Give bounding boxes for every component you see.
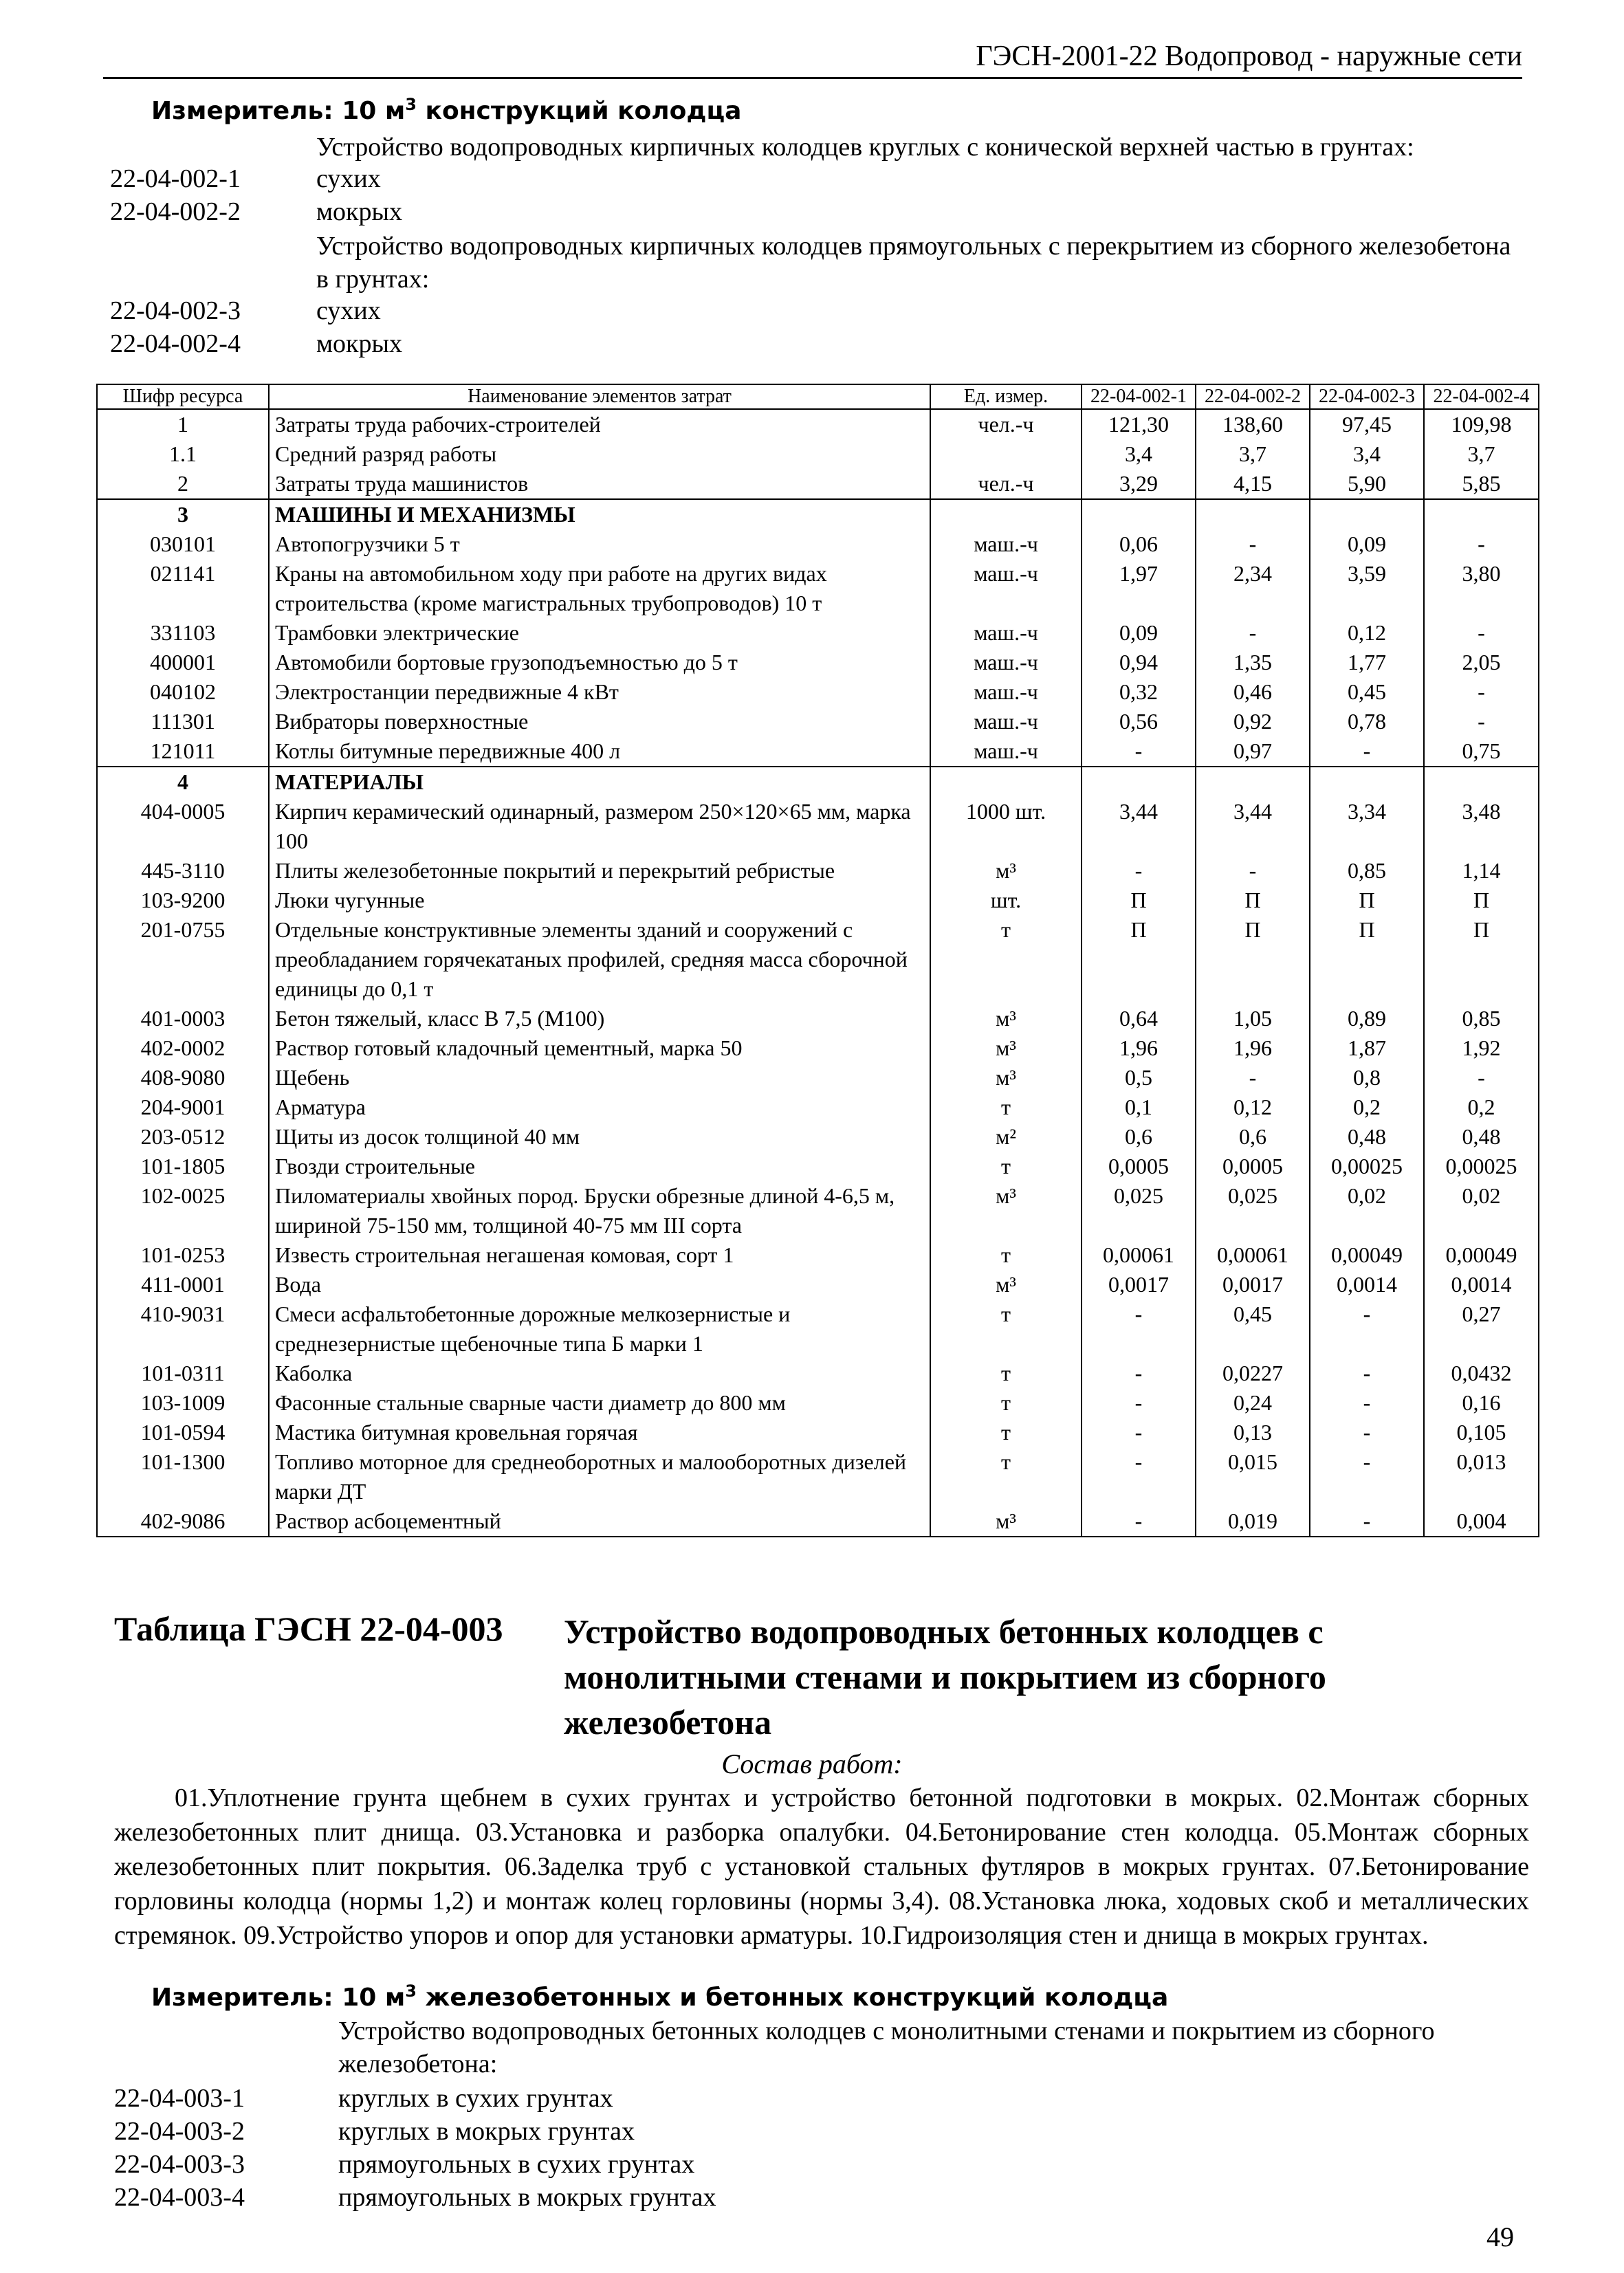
- value-002-3: -: [1310, 1506, 1424, 1537]
- value-002-1: -: [1082, 1388, 1196, 1418]
- resource-name: Гвозди строительные: [269, 1152, 930, 1181]
- value-002-4: -: [1424, 1063, 1539, 1092]
- resource-code: 103-1009: [97, 1388, 269, 1418]
- resource-name: Затраты труда рабочих-строителей: [269, 409, 930, 439]
- table-row: [97, 1152, 1539, 1181]
- value-002-3: -: [1310, 1299, 1424, 1359]
- col-header: 22-04-002-4: [1424, 384, 1539, 409]
- resource-unit: маш.-ч: [930, 677, 1082, 707]
- intro1-code: 22-04-002-1: [110, 164, 241, 193]
- table-row: [97, 618, 1539, 648]
- value-002-4: 0,013: [1424, 1447, 1539, 1506]
- table3-group: Устройство водопроводных бетонных колодцев с монолитными стенами и покрытием из сборного железобетона:: [338, 2017, 1435, 2078]
- resource-name: Раствор асбоцементный: [269, 1506, 930, 1537]
- table-row: [97, 1033, 1539, 1063]
- value-002-3: [1310, 499, 1424, 529]
- col-header: Наименование элементов затрат: [269, 384, 930, 409]
- value-002-1: -: [1082, 856, 1196, 886]
- resource-code: 121011: [97, 736, 269, 767]
- table-row: [97, 529, 1539, 559]
- resource-name: МАШИНЫ И МЕХАНИЗМЫ: [269, 499, 930, 529]
- value-002-4: 0,00025: [1424, 1152, 1539, 1181]
- value-002-3: 0,00049: [1310, 1240, 1424, 1270]
- works-heading: Состав работ:: [721, 1748, 903, 1779]
- resource-unit: шт.: [930, 886, 1082, 915]
- value-002-4: П: [1424, 915, 1539, 1004]
- resource-name: МАТЕРИАЛЫ: [269, 767, 930, 797]
- value-002-3: -: [1310, 1388, 1424, 1418]
- resource-code: 101-0594: [97, 1418, 269, 1447]
- value-002-3: 0,09: [1310, 529, 1424, 559]
- value-002-1: 3,29: [1082, 469, 1196, 499]
- resource-code: 101-1300: [97, 1447, 269, 1506]
- resource-unit: т: [930, 1447, 1082, 1506]
- value-002-4: 0,004: [1424, 1506, 1539, 1537]
- resource-name: Электростанции передвижные 4 кВт: [269, 677, 930, 707]
- table-row: [97, 1240, 1539, 1270]
- resource-code: 404-0005: [97, 797, 269, 856]
- resource-unit: маш.-ч: [930, 648, 1082, 677]
- resource-name: Кирпич керамический одинарный, размером 250×120×65 мм, марка 100: [269, 797, 930, 856]
- resource-code: 204-9001: [97, 1092, 269, 1122]
- resource-code: 410-9031: [97, 1299, 269, 1359]
- value-002-1: П: [1082, 886, 1196, 915]
- intro1-text: мокрых: [316, 329, 403, 358]
- resource-unit: м³: [930, 856, 1082, 886]
- resource-unit: маш.-ч: [930, 618, 1082, 648]
- value-002-1: П: [1082, 915, 1196, 1004]
- resource-unit: чел.-ч: [930, 469, 1082, 499]
- value-002-2: 0,015: [1196, 1447, 1310, 1506]
- resource-code: 103-9200: [97, 886, 269, 915]
- value-002-2: 0,025: [1196, 1181, 1310, 1240]
- intro1-text: сухих: [316, 296, 381, 325]
- value-002-4: 3,7: [1424, 439, 1539, 469]
- works-text: 01.Уплотнение грунта щебнем в сухих грунтах и устройство бетонной подготовки в мокрых. 02.Монтаж сборных железобетонных плит днища. 03.Установка и разборка опалубки. 04.Бетонирование стен колодца. 05.Монтаж сборных железобетонных плит покрытия. 06.Заделка труб с установкой стальных футляров в мокрых грунтах. 07.Бетонирование горловины колодца (нормы 1,2) и монтаж колец горловины (нормы 3,4). 08.Установка люка, ходовых скоб и металлических стремянок. 09.Устройство упоров и опор для установки арматуры. 10.Гидроизоляция стен и днища в мокрых грунтах.: [114, 1783, 1529, 1950]
- value-002-2: 1,05: [1196, 1004, 1310, 1033]
- resource-unit: маш.-ч: [930, 559, 1082, 618]
- col-header: 22-04-002-2: [1196, 384, 1310, 409]
- value-002-1: 0,94: [1082, 648, 1196, 677]
- resource-code: 203-0512: [97, 1122, 269, 1152]
- table-row: [97, 1359, 1539, 1388]
- value-002-3: 0,45: [1310, 677, 1424, 707]
- resource-unit: 1000 шт.: [930, 797, 1082, 856]
- value-002-1: 0,09: [1082, 618, 1196, 648]
- table3-text: круглых в сухих грунтах: [338, 2084, 613, 2113]
- value-002-3: 0,85: [1310, 856, 1424, 886]
- table3-code: 22-04-003-3: [114, 2150, 245, 2179]
- value-002-1: 3,4: [1082, 439, 1196, 469]
- value-002-4: П: [1424, 886, 1539, 915]
- running-header: ГЭСН-2001-22 Водопровод - наружные сети: [103, 36, 1522, 79]
- value-002-4: 0,105: [1424, 1418, 1539, 1447]
- value-002-1: 0,32: [1082, 677, 1196, 707]
- resource-code: 400001: [97, 648, 269, 677]
- value-002-1: 0,6: [1082, 1122, 1196, 1152]
- value-002-3: 0,89: [1310, 1004, 1424, 1033]
- value-002-3: П: [1310, 915, 1424, 1004]
- resource-unit: т: [930, 1240, 1082, 1270]
- value-002-1: -: [1082, 1299, 1196, 1359]
- table3-text: прямоугольных в сухих грунтах: [338, 2150, 695, 2179]
- table3-text: круглых в мокрых грунтах: [338, 2117, 635, 2146]
- resource-code: 021141: [97, 559, 269, 618]
- value-002-2: -: [1196, 1063, 1310, 1092]
- value-002-1: 1,97: [1082, 559, 1196, 618]
- value-002-4: 0,85: [1424, 1004, 1539, 1033]
- value-002-2: 0,24: [1196, 1388, 1310, 1418]
- value-002-1: 121,30: [1082, 409, 1196, 439]
- value-002-2: 0,019: [1196, 1506, 1310, 1537]
- table-row: [97, 1418, 1539, 1447]
- resource-unit: т: [930, 1092, 1082, 1122]
- value-002-3: 0,12: [1310, 618, 1424, 648]
- resource-code: 102-0025: [97, 1181, 269, 1240]
- table-row: [97, 499, 1539, 529]
- value-002-2: -: [1196, 529, 1310, 559]
- table-body: [97, 409, 1539, 1537]
- value-002-4: 1,92: [1424, 1033, 1539, 1063]
- value-002-3: 3,59: [1310, 559, 1424, 618]
- value-002-3: 3,34: [1310, 797, 1424, 856]
- value-002-4: -: [1424, 618, 1539, 648]
- resource-code: 4: [97, 767, 269, 797]
- table3-code: 22-04-003-4: [114, 2183, 245, 2212]
- table-row: [97, 1004, 1539, 1033]
- value-002-2: 0,6: [1196, 1122, 1310, 1152]
- value-002-1: -: [1082, 1447, 1196, 1506]
- table-row: [97, 915, 1539, 1004]
- value-002-2: 138,60: [1196, 409, 1310, 439]
- value-002-1: -: [1082, 1506, 1196, 1537]
- resource-code: 408-9080: [97, 1063, 269, 1092]
- value-002-3: -: [1310, 1359, 1424, 1388]
- intro1-text: сухих: [316, 164, 381, 193]
- resource-unit: т: [930, 915, 1082, 1004]
- resource-code: 3: [97, 499, 269, 529]
- resource-name: Пиломатериалы хвойных пород. Бруски обрезные длиной 4-6,5 м, шириной 75-150 мм, толщиной 40-75 мм III сорта: [269, 1181, 930, 1240]
- resource-name: Люки чугунные: [269, 886, 930, 915]
- value-002-3: -: [1310, 736, 1424, 767]
- resource-name: Трамбовки электрические: [269, 618, 930, 648]
- table-row: [97, 797, 1539, 856]
- value-002-4: [1424, 499, 1539, 529]
- resource-name: Средний разряд работы: [269, 439, 930, 469]
- value-002-2: 3,44: [1196, 797, 1310, 856]
- value-002-2: 0,0017: [1196, 1270, 1310, 1299]
- value-002-2: 0,97: [1196, 736, 1310, 767]
- resource-name: Фасонные стальные сварные части диаметр до 800 мм: [269, 1388, 930, 1418]
- value-002-4: [1424, 767, 1539, 797]
- intro1-code: 22-04-002-4: [110, 329, 241, 358]
- table3-text: прямоугольных в мокрых грунтах: [338, 2183, 716, 2212]
- resource-name: Плиты железобетонные покрытий и перекрытий ребристые: [269, 856, 930, 886]
- resource-code: 401-0003: [97, 1004, 269, 1033]
- value-002-3: П: [1310, 886, 1424, 915]
- table-row: [97, 767, 1539, 797]
- value-002-1: 0,5: [1082, 1063, 1196, 1092]
- resource-unit: [930, 499, 1082, 529]
- value-002-1: 0,1: [1082, 1092, 1196, 1122]
- value-002-4: -: [1424, 529, 1539, 559]
- resource-code: 2: [97, 469, 269, 499]
- value-002-4: 109,98: [1424, 409, 1539, 439]
- col-header: Шифр ресурса: [97, 384, 269, 409]
- value-002-1: -: [1082, 1359, 1196, 1388]
- resource-unit: маш.-ч: [930, 736, 1082, 767]
- table-row: [97, 1122, 1539, 1152]
- value-002-2: 0,46: [1196, 677, 1310, 707]
- table-row: [97, 856, 1539, 886]
- resource-table: [96, 384, 1539, 1537]
- resource-name: Каболка: [269, 1359, 930, 1388]
- resource-name: Арматура: [269, 1092, 930, 1122]
- col-header: 22-04-002-1: [1082, 384, 1196, 409]
- resource-code: 445-3110: [97, 856, 269, 886]
- resource-unit: м³: [930, 1270, 1082, 1299]
- table-row: [97, 1092, 1539, 1122]
- value-002-2: 0,13: [1196, 1418, 1310, 1447]
- table-row: [97, 559, 1539, 618]
- table-row: [97, 1063, 1539, 1092]
- value-002-3: 0,0014: [1310, 1270, 1424, 1299]
- value-002-1: 1,96: [1082, 1033, 1196, 1063]
- resource-unit: м³: [930, 1506, 1082, 1537]
- measurer-2: Измеритель: 10 $м^3$ железобетонных и бетонных конструкций колодца: [151, 1981, 1169, 2012]
- value-002-4: 0,0014: [1424, 1270, 1539, 1299]
- value-002-4: 1,14: [1424, 856, 1539, 886]
- value-002-1: 0,025: [1082, 1181, 1196, 1240]
- value-002-3: 0,00025: [1310, 1152, 1424, 1181]
- resource-unit: т: [930, 1418, 1082, 1447]
- value-002-2: 0,0227: [1196, 1359, 1310, 1388]
- resource-unit: м³: [930, 1063, 1082, 1092]
- value-002-3: 3,4: [1310, 439, 1424, 469]
- resource-name: Бетон тяжелый, класс В 7,5 (М100): [269, 1004, 930, 1033]
- value-002-4: 2,05: [1424, 648, 1539, 677]
- value-002-3: [1310, 767, 1424, 797]
- value-002-4: 0,75: [1424, 736, 1539, 767]
- resource-unit: маш.-ч: [930, 529, 1082, 559]
- resource-name: Котлы битумные передвижные 400 л: [269, 736, 930, 767]
- value-002-3: 1,87: [1310, 1033, 1424, 1063]
- value-002-1: -: [1082, 736, 1196, 767]
- value-002-2: -: [1196, 618, 1310, 648]
- value-002-1: 0,06: [1082, 529, 1196, 559]
- value-002-2: [1196, 499, 1310, 529]
- value-002-3: 1,77: [1310, 648, 1424, 677]
- table-row: [97, 1270, 1539, 1299]
- value-002-3: 0,78: [1310, 707, 1424, 736]
- intro1-group2: Устройство водопроводных кирпичных колодцев прямоугольных с перекрытием из сборного железобетона в грунтах:: [316, 232, 1511, 294]
- value-002-1: 3,44: [1082, 797, 1196, 856]
- resource-name: Автопогрузчики 5 т: [269, 529, 930, 559]
- resource-unit: т: [930, 1359, 1082, 1388]
- resource-unit: м³: [930, 1004, 1082, 1033]
- resource-code: 1: [97, 409, 269, 439]
- resource-unit: т: [930, 1152, 1082, 1181]
- value-002-4: 0,27: [1424, 1299, 1539, 1359]
- value-002-3: -: [1310, 1447, 1424, 1506]
- value-002-2: П: [1196, 915, 1310, 1004]
- resource-code: 040102: [97, 677, 269, 707]
- resource-unit: [930, 439, 1082, 469]
- table-row: [97, 439, 1539, 469]
- resource-unit: маш.-ч: [930, 707, 1082, 736]
- value-002-3: 5,90: [1310, 469, 1424, 499]
- resource-unit: м²: [930, 1122, 1082, 1152]
- value-002-1: -: [1082, 1418, 1196, 1447]
- resource-name: Щебень: [269, 1063, 930, 1092]
- table-row: [97, 1181, 1539, 1240]
- resource-code: 201-0755: [97, 915, 269, 1004]
- resource-unit: [930, 767, 1082, 797]
- value-002-3: 0,8: [1310, 1063, 1424, 1092]
- resource-name: Мастика битумная кровельная горячая: [269, 1418, 930, 1447]
- value-002-1: 0,64: [1082, 1004, 1196, 1033]
- value-002-2: 0,45: [1196, 1299, 1310, 1359]
- value-002-2: 0,12: [1196, 1092, 1310, 1122]
- resource-code: 101-1805: [97, 1152, 269, 1181]
- resource-name: Затраты труда машинистов: [269, 469, 930, 499]
- intro1-group1: Устройство водопроводных кирпичных колодцев круглых с конической верхней частью в грунтах:: [316, 133, 1414, 162]
- resource-code: 111301: [97, 707, 269, 736]
- resource-name: Вода: [269, 1270, 930, 1299]
- value-002-4: 0,2: [1424, 1092, 1539, 1122]
- value-002-4: 0,00049: [1424, 1240, 1539, 1270]
- resource-name: Вибраторы поверхностные: [269, 707, 930, 736]
- value-002-2: 1,35: [1196, 648, 1310, 677]
- resource-unit: чел.-ч: [930, 409, 1082, 439]
- resource-code: 411-0001: [97, 1270, 269, 1299]
- value-002-2: 0,0005: [1196, 1152, 1310, 1181]
- resource-code: 331103: [97, 618, 269, 648]
- resource-code: 101-0311: [97, 1359, 269, 1388]
- value-002-3: 0,48: [1310, 1122, 1424, 1152]
- value-002-1: 0,56: [1082, 707, 1196, 736]
- page-number: 49: [1486, 2221, 1514, 2252]
- resource-code: 1.1: [97, 439, 269, 469]
- value-002-2: 0,92: [1196, 707, 1310, 736]
- table-row: [97, 677, 1539, 707]
- value-002-4: 5,85: [1424, 469, 1539, 499]
- intro1-code: 22-04-002-2: [110, 197, 241, 226]
- table-row: [97, 707, 1539, 736]
- resource-unit: т: [930, 1388, 1082, 1418]
- value-002-1: [1082, 499, 1196, 529]
- value-002-1: 0,0017: [1082, 1270, 1196, 1299]
- value-002-4: 3,48: [1424, 797, 1539, 856]
- resource-name: Раствор готовый кладочный цементный, марка 50: [269, 1033, 930, 1063]
- table-row: [97, 886, 1539, 915]
- resource-unit: м³: [930, 1033, 1082, 1063]
- value-002-2: П: [1196, 886, 1310, 915]
- value-002-4: 0,16: [1424, 1388, 1539, 1418]
- value-002-3: 97,45: [1310, 409, 1424, 439]
- value-002-2: 3,7: [1196, 439, 1310, 469]
- resource-name: Автомобили бортовые грузоподъемностью до 5 т: [269, 648, 930, 677]
- table-header-row: [97, 384, 1539, 409]
- value-002-4: -: [1424, 677, 1539, 707]
- table-row: [97, 1506, 1539, 1537]
- resource-code: 402-0002: [97, 1033, 269, 1063]
- table-row: [97, 469, 1539, 499]
- value-002-2: 1,96: [1196, 1033, 1310, 1063]
- table3-code: 22-04-003-2: [114, 2117, 245, 2146]
- measurer-1: Измеритель: 10 $м^3$ конструкций колодца: [151, 95, 742, 125]
- resource-name: Топливо моторное для среднеоборотных и малооборотных дизелей марки ДТ: [269, 1447, 930, 1506]
- table3-code: 22-04-003-1: [114, 2084, 245, 2113]
- table3-name: Устройство водопроводных бетонных колодцев с монолитными стенами и покрытием из сборного железобетона: [564, 1612, 1326, 1742]
- resource-name: Краны на автомобильном ходу при работе на других видах строительства (кроме магистральных трубопроводов) 10 т: [269, 559, 930, 618]
- table3-label: Таблица ГЭСН 22-04-003: [114, 1610, 503, 1648]
- intro1-code: 22-04-002-3: [110, 296, 241, 325]
- value-002-3: -: [1310, 1418, 1424, 1447]
- resource-code: 101-0253: [97, 1240, 269, 1270]
- value-002-3: 0,2: [1310, 1092, 1424, 1122]
- resource-code: 402-9086: [97, 1506, 269, 1537]
- intro1-text: мокрых: [316, 197, 403, 226]
- resource-unit: т: [930, 1299, 1082, 1359]
- resource-name: Известь строительная негашеная комовая, сорт 1: [269, 1240, 930, 1270]
- value-002-2: 2,34: [1196, 559, 1310, 618]
- table-row: [97, 1388, 1539, 1418]
- value-002-4: 0,02: [1424, 1181, 1539, 1240]
- table-row: [97, 648, 1539, 677]
- resource-name: Смеси асфальтобетонные дорожные мелкозернистые и среднезернистые щебеночные типа Б марки 1: [269, 1299, 930, 1359]
- resource-name: Щиты из досок толщиной 40 мм: [269, 1122, 930, 1152]
- value-002-3: 0,02: [1310, 1181, 1424, 1240]
- col-header: Ед. измер.: [930, 384, 1082, 409]
- value-002-2: -: [1196, 856, 1310, 886]
- resource-name: Отдельные конструктивные элементы зданий и сооружений с преобладанием горячекатаных профилей, средняя масса сборочной единицы до 0,1 т: [269, 915, 930, 1004]
- col-header: 22-04-002-3: [1310, 384, 1424, 409]
- table-row: [97, 1447, 1539, 1506]
- value-002-2: 0,00061: [1196, 1240, 1310, 1270]
- table-row: [97, 736, 1539, 767]
- value-002-4: 0,0432: [1424, 1359, 1539, 1388]
- value-002-1: [1082, 767, 1196, 797]
- value-002-4: 3,80: [1424, 559, 1539, 618]
- value-002-4: -: [1424, 707, 1539, 736]
- value-002-4: 0,48: [1424, 1122, 1539, 1152]
- value-002-2: [1196, 767, 1310, 797]
- table-row: [97, 1299, 1539, 1359]
- resource-unit: м³: [930, 1181, 1082, 1240]
- resource-code: 030101: [97, 529, 269, 559]
- value-002-1: 0,0005: [1082, 1152, 1196, 1181]
- table-row: [97, 409, 1539, 439]
- value-002-1: 0,00061: [1082, 1240, 1196, 1270]
- value-002-2: 4,15: [1196, 469, 1310, 499]
